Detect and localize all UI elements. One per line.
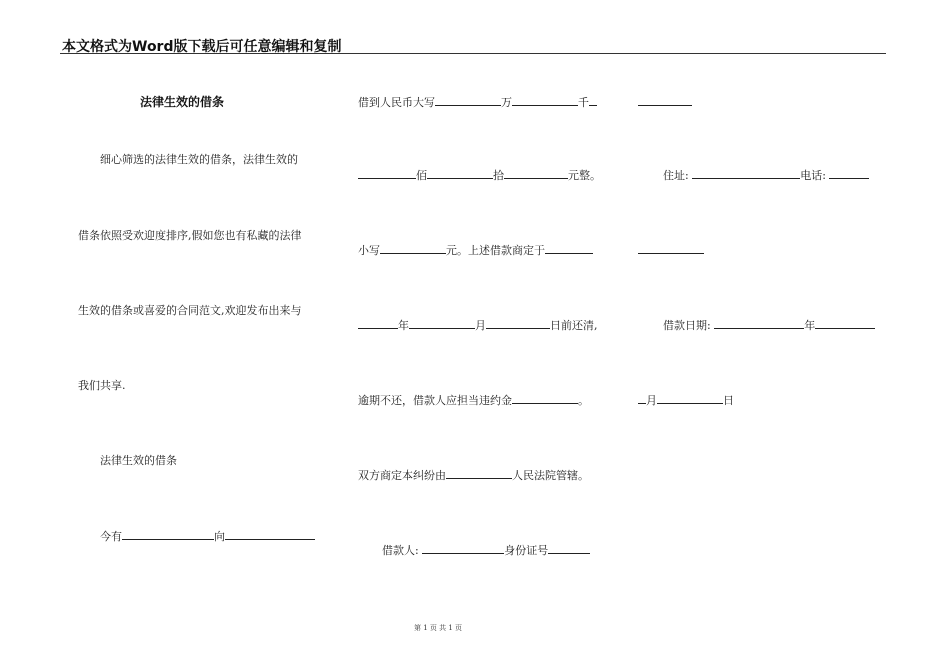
- blank-yuan: [504, 168, 568, 179]
- blank-due-day: [486, 318, 550, 329]
- label-ri2: 日: [723, 394, 734, 407]
- blank-col3-top: [638, 95, 692, 106]
- label-yuan-shangshu: 元。上述借款商定于: [446, 244, 545, 257]
- label-yue: 月: [475, 319, 486, 332]
- label-zhuzhi: 住址:: [663, 169, 689, 182]
- label-nian: 年: [398, 319, 409, 332]
- intro-line-2: 借条依照受欢迎度排序,假如您也有私藏的法律: [78, 229, 302, 242]
- blank-xiaoxie: [380, 243, 446, 254]
- label-shuangfang: 双方商定本纠纷由: [358, 469, 446, 482]
- label-jiekuan-riqi: 借款日期:: [663, 319, 711, 332]
- label-bai: 佰: [416, 169, 427, 182]
- label-fayuan: 人民法院管辖。: [512, 469, 589, 482]
- blank-col3-mid: [638, 243, 704, 254]
- line-col3-top: [638, 95, 692, 110]
- blank-loan-year: [714, 318, 804, 329]
- blank-due-year: [358, 318, 398, 329]
- blank-shi: [427, 168, 493, 179]
- label-period: 。: [578, 394, 589, 407]
- blank-qian: [589, 95, 597, 106]
- blank-due-month: [409, 318, 475, 329]
- label-jin-you: 今有: [100, 530, 122, 543]
- label-ri-qian: 日前还清,: [550, 319, 598, 332]
- blank-address: [692, 168, 800, 179]
- label-nian2: 年: [804, 319, 816, 332]
- label-shenfen: 身份证号: [504, 544, 549, 557]
- intro-line-3: 生效的借条或喜爱的合同范文,欢迎发布出来与: [78, 304, 302, 317]
- label-yuqi: 逾期不还，借款人应担当违约金: [358, 394, 512, 407]
- label-jiekuanren: 借款人:: [382, 544, 419, 557]
- blank-lender: [122, 529, 214, 540]
- intro-line-4: 我们共享.: [78, 379, 126, 392]
- blank-court: [446, 468, 512, 479]
- label-dianhua: 电话:: [800, 169, 826, 182]
- blank-loan-month-lead: [815, 318, 875, 329]
- blank-loan-day: [657, 393, 723, 404]
- line-jin-you: [100, 529, 315, 544]
- blank-id-number: [548, 543, 590, 554]
- line-yuqi: [358, 393, 589, 408]
- line-col3-blank: [638, 243, 704, 258]
- line-zhuzhi: [663, 168, 869, 183]
- line-jie-dao: [358, 95, 597, 110]
- label-wan: 万: [501, 96, 512, 109]
- line-shuangfang: [358, 468, 589, 483]
- line-xiao-xie: [358, 243, 593, 258]
- blank-due-year-lead: [545, 243, 593, 254]
- intro-line-1: 细心筛选的法律生效的借条，法律生效的: [100, 153, 298, 166]
- line-loan-month-day: [638, 393, 734, 408]
- line-due-date: [358, 318, 598, 333]
- line-jiekuanren: [382, 543, 590, 558]
- doc-title: 法律生效的借条: [140, 95, 225, 109]
- blank-loan-month: [638, 393, 646, 404]
- header-divider: [60, 53, 886, 54]
- label-xiao-xie: 小写: [358, 244, 380, 257]
- blank-phone: [829, 168, 869, 179]
- page-number: 第 1 页 共 1 页: [414, 624, 463, 632]
- line-jiekuan-riqi: [663, 318, 875, 333]
- blank-borrower-name: [422, 543, 504, 554]
- blank-yi: [435, 95, 501, 106]
- label-shi: 拾: [493, 169, 504, 182]
- blank-wan: [512, 95, 578, 106]
- header-title: 本文格式为Word版下载后可任意编辑和复制: [62, 39, 342, 55]
- label-qian: 千: [578, 96, 589, 109]
- blank-borrower: [225, 529, 315, 540]
- label-yue2: 月: [646, 394, 657, 407]
- label-yuan-zheng: 元整。: [568, 169, 601, 182]
- label-jie-dao: 借到人民币大写: [358, 96, 435, 109]
- label-xiang: 向: [214, 530, 225, 543]
- blank-bai-lead: [358, 168, 416, 179]
- doc-subtitle: 法律生效的借条: [100, 454, 177, 467]
- blank-penalty: [512, 393, 578, 404]
- line-bai: [358, 168, 601, 183]
